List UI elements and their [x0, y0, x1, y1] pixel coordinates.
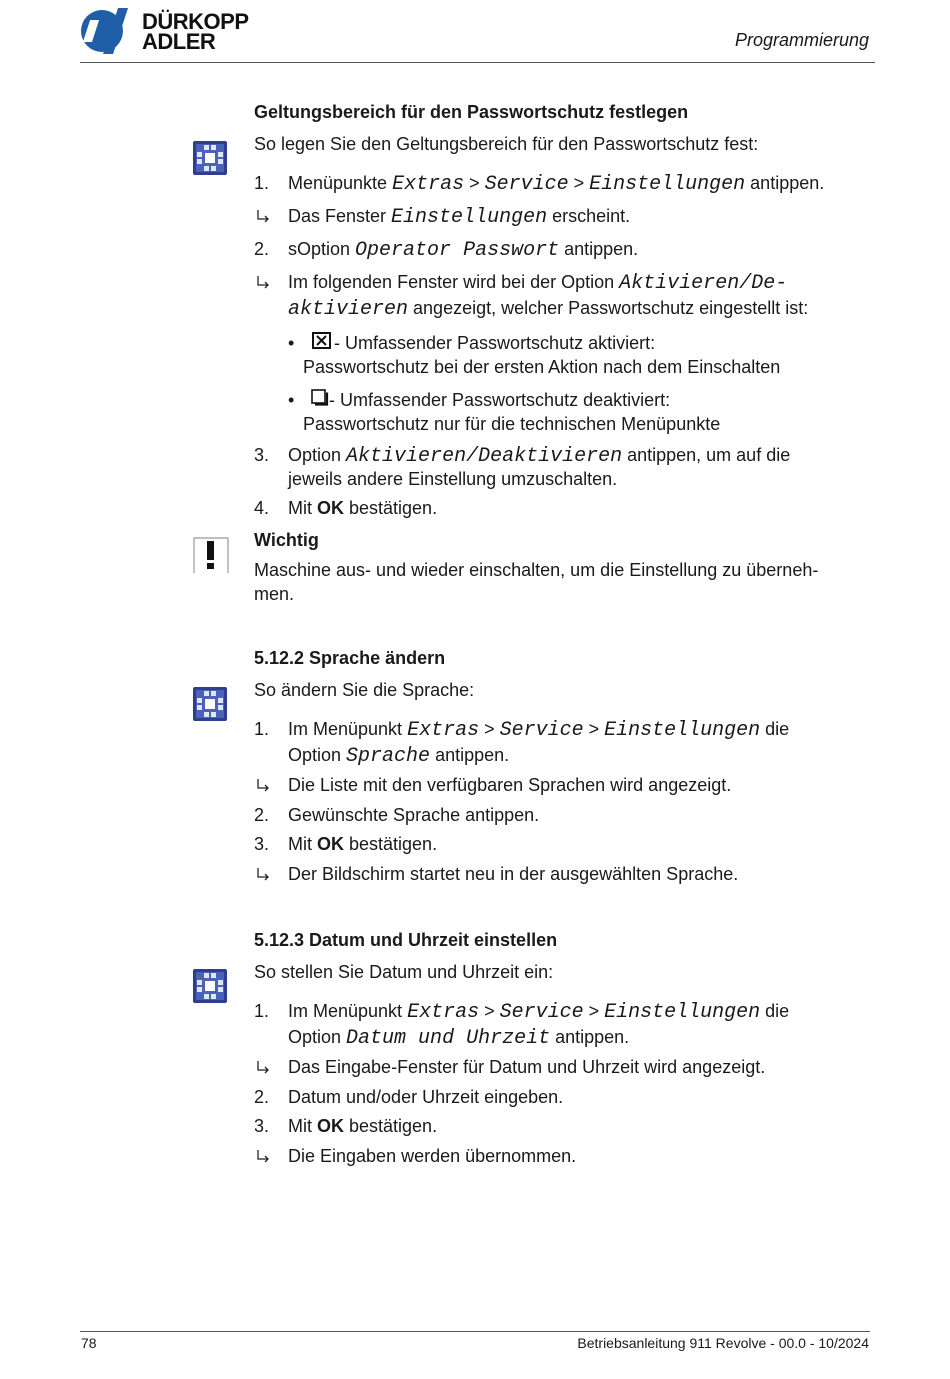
result-text: Im folgenden Fenster wird bei der Option Aktivieren/De-	[288, 272, 788, 295]
procedure-icon	[193, 969, 227, 1003]
page-number: 78	[81, 1335, 97, 1351]
bullet: •	[288, 390, 295, 410]
section-title-language: 5.12.2 Sprache ändern	[254, 648, 446, 668]
procedure-icon	[193, 687, 227, 721]
bullet-text-line2: Passwortschutz nur für die technischen Menüpunkte	[303, 414, 721, 434]
result-text-line2: aktivieren angezeigt, welcher Passwortschutz eingestellt ist:	[288, 298, 809, 321]
result-arrow-icon	[255, 209, 271, 225]
bullet-text: - Umfassender Passwortschutz deaktiviert:	[329, 390, 671, 410]
step-number: 4.	[254, 498, 270, 518]
important-text: Maschine aus- und wieder einschalten, um die Einstellung zu überneh-	[254, 560, 819, 580]
document-reference: Betriebsanleitung 911 Revolve - 00.0 - 10/2024	[577, 1335, 869, 1351]
intro-text: So legen Sie den Geltungsbereich für den Passwortschutz fest:	[254, 134, 759, 154]
step-number: 3.	[254, 445, 270, 465]
result-arrow-icon	[255, 778, 271, 794]
step-text: Option Aktivieren/Deaktivieren antippen, um auf die	[288, 445, 791, 468]
step-number: 1.	[254, 719, 270, 739]
checkbox-checked-icon	[312, 332, 331, 349]
result-arrow-icon	[255, 1149, 271, 1165]
bullet: •	[288, 333, 295, 353]
result-arrow-icon	[255, 275, 271, 291]
result-text: Das Fenster Einstellungen erscheint.	[288, 206, 631, 229]
step-text: Menüpunkte Extras > Service > Einstellungen antippen.	[288, 173, 825, 196]
intro-text: So stellen Sie Datum und Uhrzeit ein:	[254, 962, 554, 982]
intro-text: So ändern Sie die Sprache:	[254, 680, 475, 700]
checkbox-empty-icon	[311, 389, 329, 406]
step-text: Im Menüpunkt Extras > Service > Einstellungen die	[288, 719, 790, 742]
step-text-line2: Option Sprache antippen.	[288, 745, 510, 768]
step-number: 1.	[254, 1001, 270, 1021]
important-title: Wichtig	[254, 530, 319, 550]
logo	[80, 8, 270, 54]
step-number: 3.	[254, 834, 270, 854]
step-number: 2.	[254, 805, 270, 825]
logo-line1: DÜRKOPP	[142, 9, 249, 34]
result-arrow-icon	[255, 1060, 271, 1076]
step-text: Mit OK bestätigen.	[288, 1116, 438, 1136]
result-text: Der Bildschirm startet neu in der ausgewählten Sprache.	[288, 864, 739, 884]
bullet-text-line2: Passwortschutz bei der ersten Aktion nach dem Einschalten	[303, 357, 781, 377]
result-text: Das Eingabe-Fenster für Datum und Uhrzeit wird angezeigt.	[288, 1057, 766, 1077]
important-text-line2: men.	[254, 584, 295, 604]
step-text: Datum und/oder Uhrzeit eingeben.	[288, 1087, 564, 1107]
result-text: Die Liste mit den verfügbaren Sprachen wird angezeigt.	[288, 775, 732, 795]
footer-rule	[80, 1331, 870, 1332]
header-section-title: Programmierung	[734, 30, 869, 50]
step-text: sOption Operator Passwort antippen.	[288, 239, 639, 262]
step-text-line2: jeweils andere Einstellung umzuschalten.	[288, 469, 618, 489]
step-text-line2: Option Datum und Uhrzeit antippen.	[288, 1027, 630, 1050]
logo-mark-icon	[80, 8, 136, 54]
step-number: 1.	[254, 173, 270, 193]
section-title-date-time: 5.12.3 Datum und Uhrzeit einstellen	[254, 930, 558, 950]
step-text: Im Menüpunkt Extras > Service > Einstellungen die	[288, 1001, 790, 1024]
procedure-icon	[193, 141, 227, 175]
step-text: Gewünschte Sprache antippen.	[288, 805, 540, 825]
important-exclamation-icon	[193, 537, 229, 573]
bullet-text: - Umfassender Passwortschutz aktiviert:	[334, 333, 656, 353]
result-arrow-icon	[255, 867, 271, 883]
logo-line2: ADLER	[142, 29, 216, 54]
step-text: Mit OK bestätigen.	[288, 498, 438, 518]
section-title-password-scope: Geltungsbereich für den Passwortschutz festlegen	[254, 102, 689, 122]
step-text: Mit OK bestätigen.	[288, 834, 438, 854]
result-text: Die Eingaben werden übernommen.	[288, 1146, 577, 1166]
step-number: 3.	[254, 1116, 270, 1136]
step-number: 2.	[254, 1087, 270, 1107]
header-rule	[80, 62, 875, 63]
step-number: 2.	[254, 239, 270, 259]
